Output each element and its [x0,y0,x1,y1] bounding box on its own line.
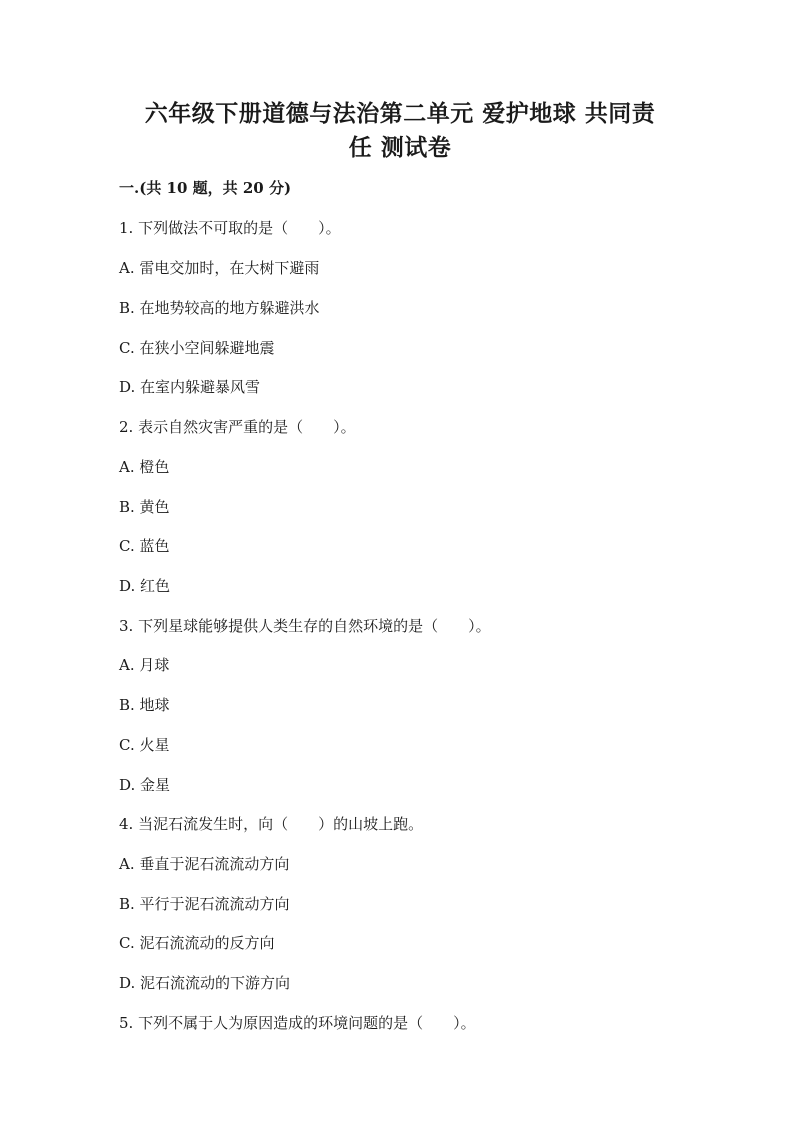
question-3-stem: 3. 下列星球能够提供人类生存的自然环境的是（ ）。 [119,617,491,635]
question-2-option-b[interactable]: B. 黄色 [119,498,170,516]
question-4-option-a[interactable]: A. 垂直于泥石流流动方向 [119,855,290,873]
question-5-stem: 5. 下列不属于人为原因造成的环境问题的是（ ）。 [119,1014,476,1032]
question-1-option-d[interactable]: D. 在室内躲避暴风雪 [119,378,261,396]
question-4-option-b[interactable]: B. 平行于泥石流流动方向 [119,895,290,913]
question-1-option-a[interactable]: A. 雷电交加时，在大树下避雨 [119,259,320,277]
question-2-option-a[interactable]: A. 橙色 [119,458,170,476]
question-3-option-d[interactable]: D. 金星 [119,776,171,794]
exam-title-line-2: 任 测试卷 [348,134,452,161]
question-3-option-c[interactable]: C. 火星 [119,736,170,754]
section-heading: 一.(共 10 题，共 20 分) [119,179,292,197]
question-2-option-c[interactable]: C. 蓝色 [119,537,170,555]
question-1-stem: 1. 下列做法不可取的是（ ）。 [119,219,341,237]
question-1-option-c[interactable]: C. 在狭小空间躲避地震 [119,339,275,357]
question-1-option-b[interactable]: B. 在地势较高的地方躲避洪水 [119,299,320,317]
exam-title-line-1: 六年级下册道德与法治第二单元 爱护地球 共同责 [144,100,656,127]
question-4-stem: 4. 当泥石流发生时，向（ ）的山坡上跑。 [119,815,424,833]
question-2-option-d[interactable]: D. 红色 [119,577,171,595]
question-2-stem: 2. 表示自然灾害严重的是（ ）。 [119,418,356,436]
question-3-option-b[interactable]: B. 地球 [119,696,170,714]
question-4-option-c[interactable]: C. 泥石流流动的反方向 [119,934,275,952]
question-4-option-d[interactable]: D. 泥石流流动的下游方向 [119,974,291,992]
question-3-option-a[interactable]: A. 月球 [119,656,170,674]
